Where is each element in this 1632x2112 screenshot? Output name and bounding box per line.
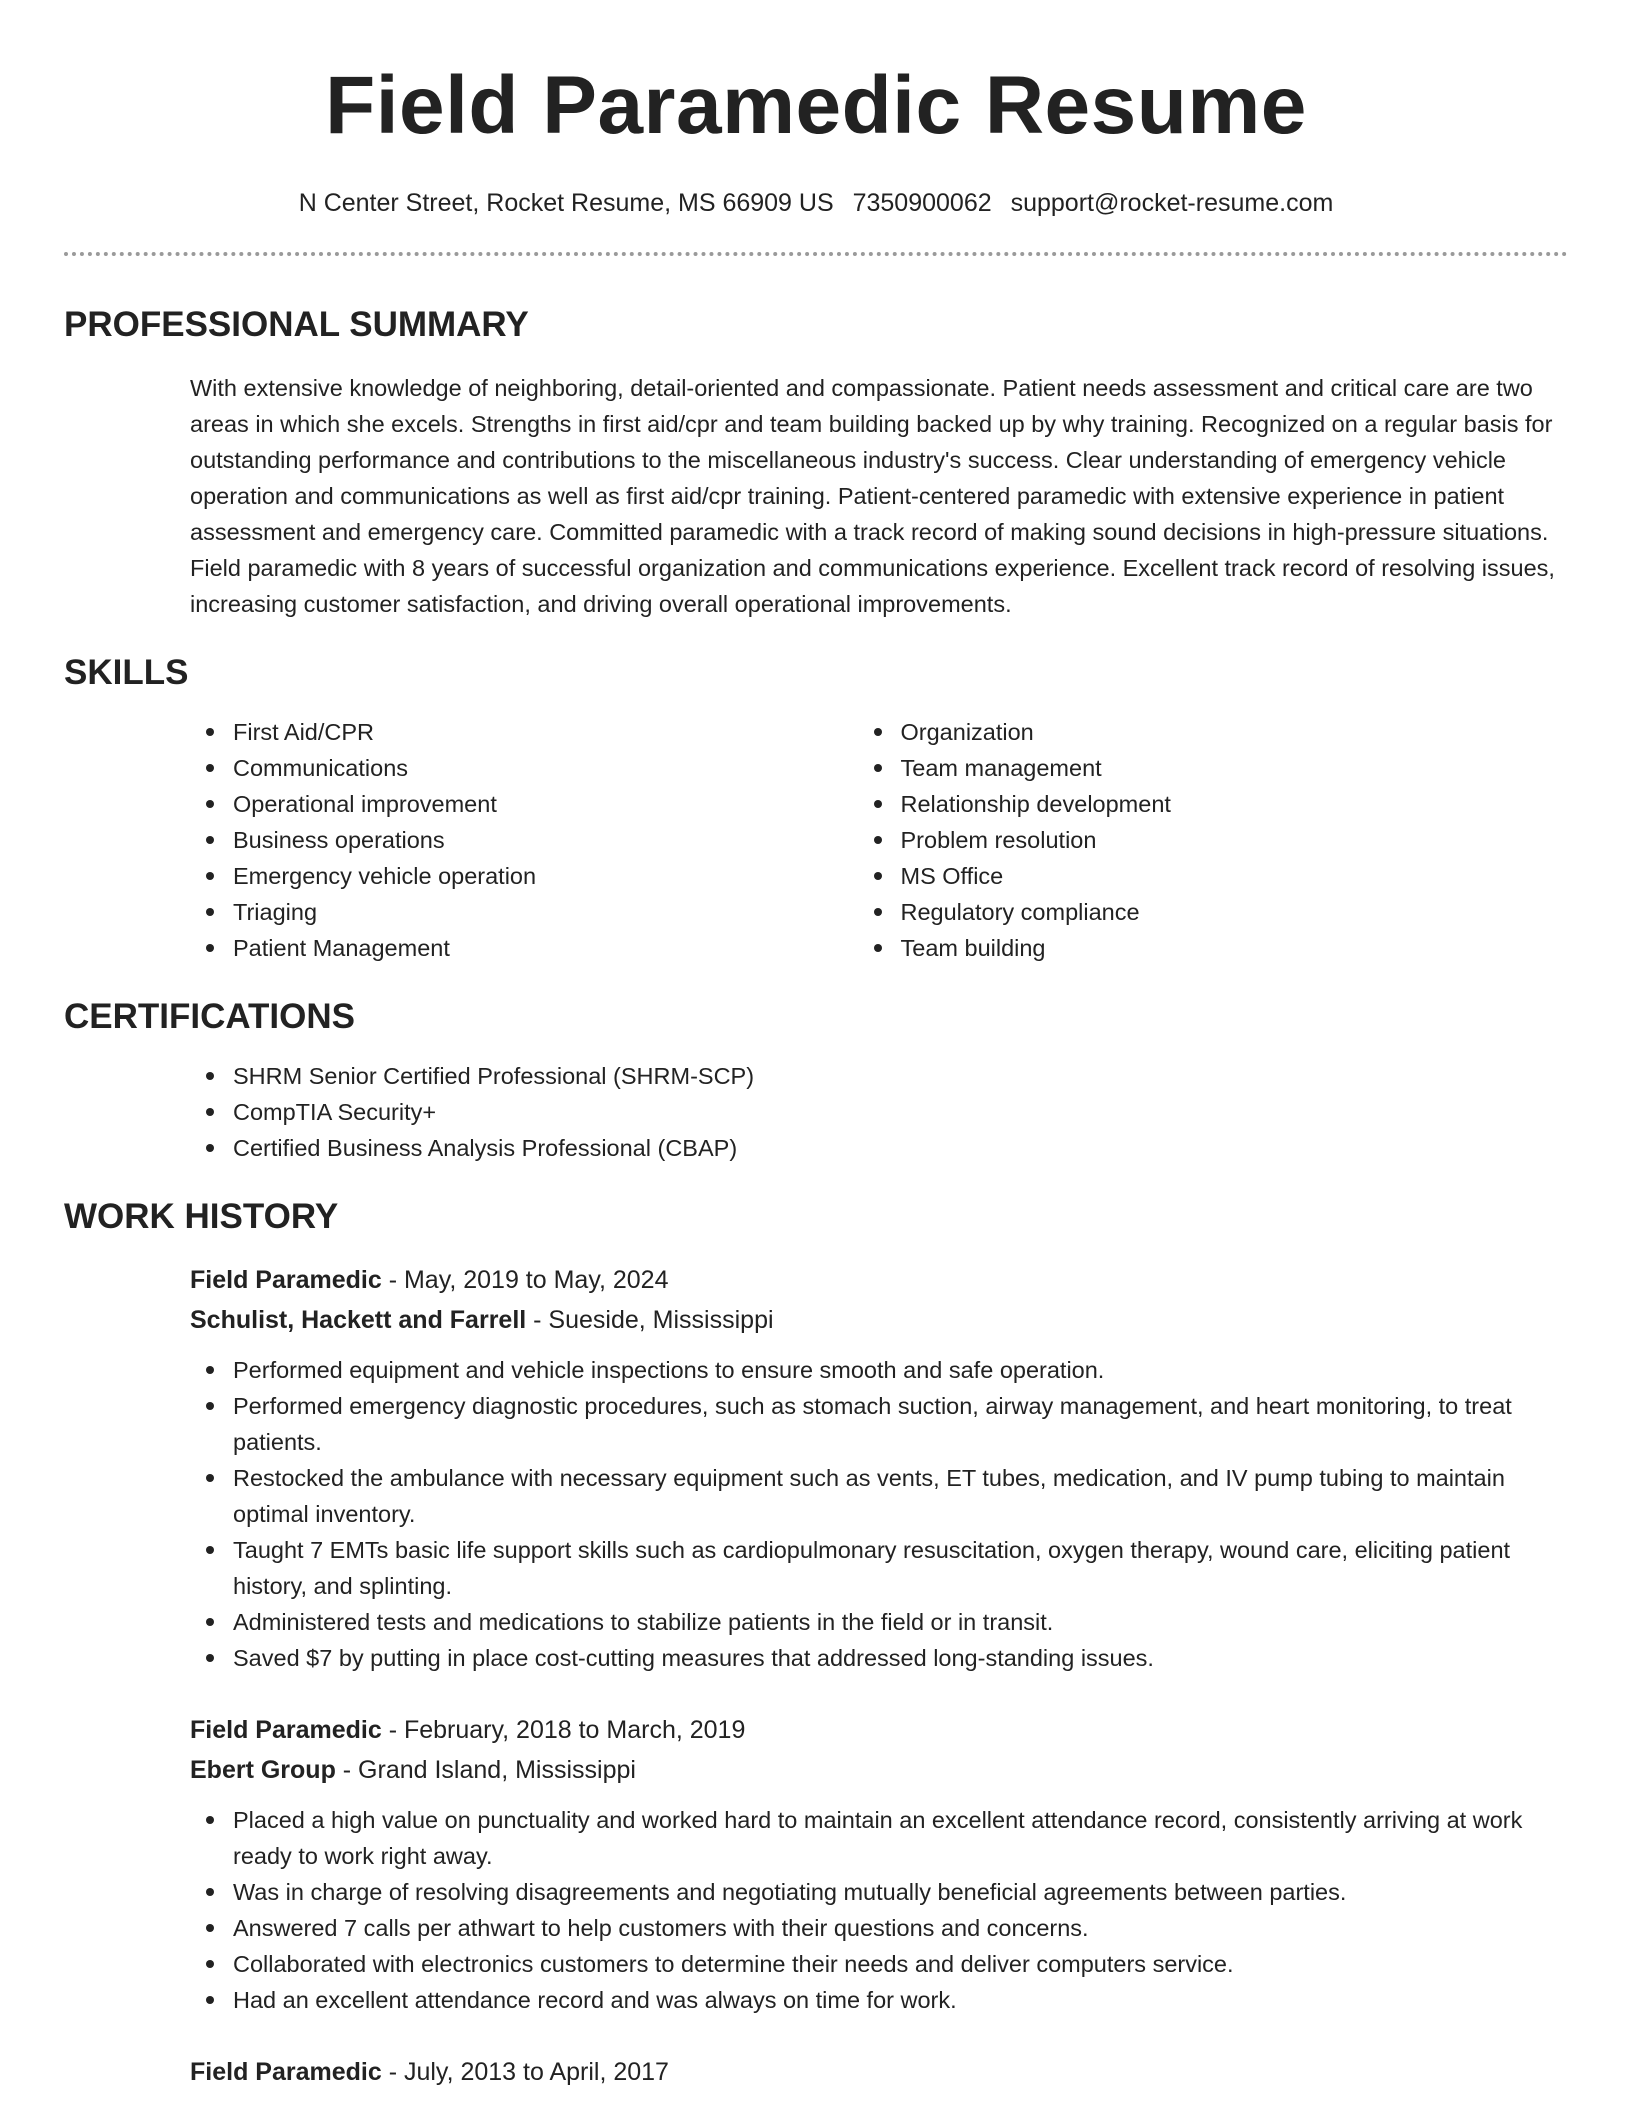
job-role: Field Paramedic	[190, 1716, 382, 1744]
job-entry	[190, 1260, 1568, 1676]
contact-phone: 7350900062	[852, 189, 992, 217]
skill-item: Problem resolution	[901, 822, 1569, 858]
skill-item: Communications	[233, 750, 901, 786]
certification-item: SHRM Senior Certified Professional (SHRM-SCP)	[233, 1058, 1568, 1094]
skill-item: Operational improvement	[233, 786, 901, 822]
job-duty-item: Placed a high value on punctuality and worked hard to maintain an excellent attendance record, consistently arriving at work ready to work right away.	[233, 1802, 1568, 1874]
resume-page	[64, 0, 1568, 2092]
job-role-line	[190, 1710, 1568, 1750]
job-duty-item: Restocked the ambulance with necessary equipment such as vents, ET tubes, medication, and IV pump tubing to maintain optimal inventory.	[233, 1460, 1568, 1532]
summary-text: With extensive knowledge of neighboring, detail-oriented and compassionate. Patient needs assessment and critical care are two areas in which she excels. Strengths in first aid/cpr and team building backed up by why training. Recognized on a regular basis for outstanding performance and contributions to the miscellaneous industry's success. Clear understanding of emergency vehicle operation and communications as well as first aid/cpr training. Patient-centered paramedic with extensive experience in patient assessment and emergency care. Committed paramedic with a track record of making sound decisions in high-pressure situations. Field paramedic with 8 years of successful organization and communications experience. Excellent track record of resolving issues, increasing customer satisfaction, and driving overall operational improvements.	[190, 375, 1555, 617]
job-dates: - May, 2019 to May, 2024	[381, 1266, 669, 1294]
job-duty-item: Performed equipment and vehicle inspections to ensure smooth and safe operation.	[233, 1352, 1568, 1388]
job-company-line	[190, 1750, 1568, 1790]
section-title-certifications: CERTIFICATIONS	[64, 997, 356, 1036]
job-duty-item: Performed emergency diagnostic procedures, such as stomach suction, airway management, and heart monitoring, to treat patients.	[233, 1388, 1568, 1460]
skill-item: Triaging	[233, 894, 901, 930]
skill-item: Business operations	[233, 822, 901, 858]
section-title-work-history: WORK HISTORY	[64, 1197, 339, 1236]
job-company-line	[190, 1300, 1568, 1340]
skill-item: Emergency vehicle operation	[233, 858, 901, 894]
job-dates: - July, 2013 to April, 2017	[381, 2058, 669, 2086]
contact-email: support@rocket-resume.com	[1010, 189, 1334, 217]
skill-item: MS Office	[901, 858, 1569, 894]
job-duties-list	[190, 1802, 1568, 2018]
job-duty-item: Answered 7 calls per athwart to help customers with their questions and concerns.	[233, 1910, 1568, 1946]
job-duty-item: Had an excellent attendance record and was always on time for work.	[233, 1982, 1568, 2018]
job-location: - Grand Island, Mississippi	[335, 1756, 636, 1784]
skill-item: Relationship development	[901, 786, 1569, 822]
skill-item: Regulatory compliance	[901, 894, 1569, 930]
contact-address: N Center Street, Rocket Resume, MS 66909 US	[298, 189, 834, 217]
job-role-line	[190, 1260, 1568, 1300]
job-location: - Sueside, Mississippi	[526, 1306, 774, 1334]
skills-column-left	[64, 714, 901, 966]
job-duty-item: Was in charge of resolving disagreements and negotiating mutually beneficial agreements between parties.	[233, 1874, 1568, 1910]
job-company: Ebert Group	[190, 1756, 336, 1784]
skill-item: Patient Management	[233, 930, 901, 966]
job-company: Schulist, Hackett and Farrell	[190, 1306, 527, 1334]
certification-item: Certified Business Analysis Professional (CBAP)	[233, 1130, 1568, 1166]
certifications-list	[64, 1058, 1568, 1166]
section-title-summary: PROFESSIONAL SUMMARY	[64, 305, 529, 344]
header-divider	[64, 252, 1568, 256]
skills-list	[64, 714, 1568, 966]
contact-line	[64, 188, 1568, 218]
job-duty-item: Collaborated with electronics customers to determine their needs and deliver computers service.	[233, 1946, 1568, 1982]
job-dates: - February, 2018 to March, 2019	[381, 1716, 746, 1744]
skills-column-right	[901, 714, 1569, 966]
job-duty-item: Taught 7 EMTs basic life support skills such as cardiopulmonary resuscitation, oxygen therapy, wound care, eliciting patient history, and splinting.	[233, 1532, 1568, 1604]
job-duty-item: Administered tests and medications to stabilize patients in the field or in transit.	[233, 1604, 1568, 1640]
job-role: Field Paramedic	[190, 2058, 382, 2086]
job-entry	[190, 1710, 1568, 2018]
job-entry	[190, 2052, 1568, 2092]
resume-title: Field Paramedic Resume	[325, 60, 1307, 151]
job-duty-item: Saved $7 by putting in place cost-cutting measures that addressed long-standing issues.	[233, 1640, 1568, 1676]
certification-item: CompTIA Security+	[233, 1094, 1568, 1130]
job-role-line	[190, 2052, 1568, 2092]
skill-item: Team management	[901, 750, 1569, 786]
skill-item: First Aid/CPR	[233, 714, 901, 750]
job-duties-list	[190, 1352, 1568, 1676]
section-title-skills: SKILLS	[64, 653, 189, 692]
skill-item: Organization	[901, 714, 1569, 750]
job-role: Field Paramedic	[190, 1266, 382, 1294]
skill-item: Team building	[901, 930, 1569, 966]
